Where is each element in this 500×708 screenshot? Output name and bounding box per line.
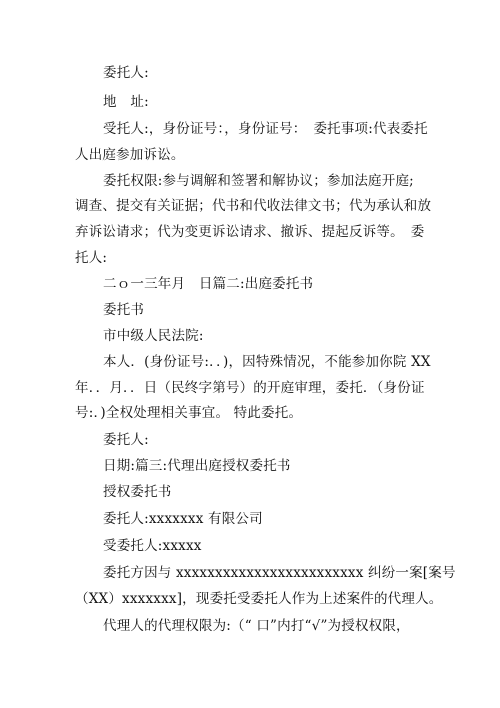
text-line: 代理人的代理权限为:（“ 口”内打“√”为授权权限， (103, 618, 410, 634)
text-line: 地 址: (103, 94, 149, 110)
text-line: 二ｏ一三年月 日篇二:出庭委托书 (103, 276, 314, 292)
text-line: 受托人:，身份证号：，身份证号： 委托事项:代表委托 (103, 121, 428, 137)
text-line: 人出庭参加诉讼。 (75, 147, 185, 163)
text-line: 委托人: (103, 432, 149, 448)
text-line: 委托人: (103, 65, 149, 81)
text-line: （XX）xxxxxxx]，现委托受委托人作为上述案件的代理人。 (75, 591, 443, 607)
text-line: 年．．月．．日（民终字第号）的开庭审理，委托．（身份证 (75, 380, 425, 396)
text-line: 号:．)全权处理相关事宜。 特此委托。 (75, 405, 303, 421)
text-line: 委托权限:参与调解和签署和解协议；参加法庭开庭; (103, 173, 414, 189)
text-line: 委托书 (103, 302, 145, 318)
text-line: 本人．(身份证号:．．)，因特殊情况，不能参加你院 XX (103, 354, 431, 370)
text-line: 日期:篇三:代理出庭授权委托书 (103, 458, 291, 474)
text-line: 市中级人民法院: (103, 328, 204, 344)
text-line: 委托方因与 xxxxxxxxxxxxxxxxxxxxxxxx 纠纷一案[案号 (103, 565, 456, 581)
text-line: 弃诉讼请求；代为变更诉讼请求、撤诉、提起反诉等。 委 (75, 224, 425, 240)
text-line: 授权委托书 (103, 484, 172, 500)
text-line: 调查、提交有关证据；代书和代收法律文书；代为承认和放 (75, 198, 432, 214)
text-line: 委托人:xxxxxxx 有限公司 (103, 511, 263, 527)
text-line: 受委托人:xxxxx (103, 538, 202, 554)
text-line: 托人: (75, 250, 108, 266)
